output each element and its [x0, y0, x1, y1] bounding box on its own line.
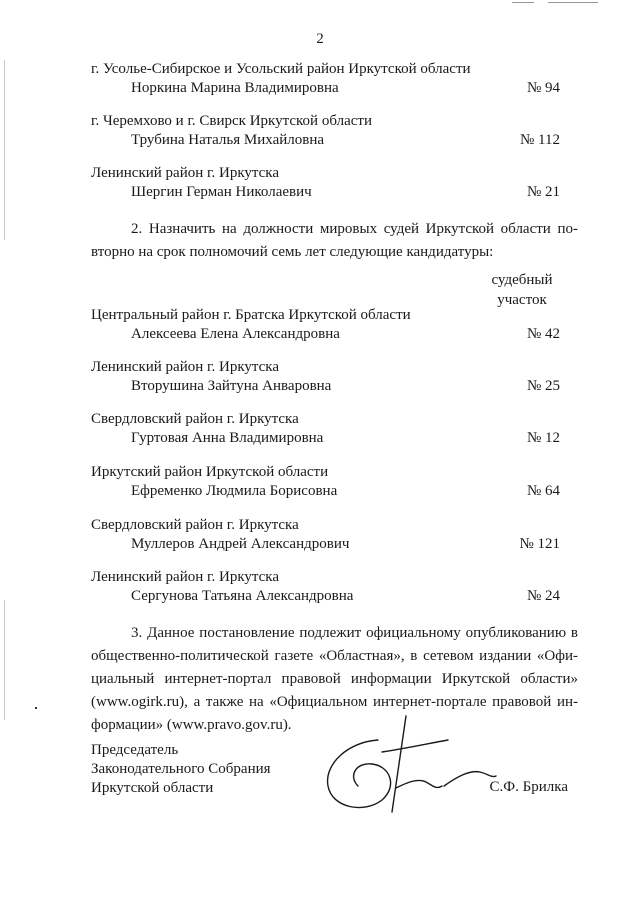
chair-line: Иркутской области [91, 780, 214, 796]
column-header-line: участок [497, 292, 547, 308]
paragraph-line: 2. Назначить на должности мировых судей Иркутской области по- [131, 221, 578, 237]
entry-person: Алексеева Елена Александровна [131, 326, 340, 342]
paragraph-2 [91, 218, 578, 264]
entry-district: Ленинский район г. Иркутска [91, 165, 280, 181]
entry-number: № 121 [519, 536, 560, 552]
paragraph-line: (www.ogirk.ru), а также на «Официальном интернет-портале правовой ин- [91, 694, 578, 710]
paragraph-line: 3. Данное постановление подлежит официальному опубликованию в [131, 625, 578, 641]
entry-district: г. Усолье-Сибирское и Усольский район Иркутской области [91, 61, 471, 77]
chair-line: Председатель [91, 742, 179, 758]
paragraph-line: циальный интернет-портал правовой информации Иркутской области» [91, 671, 578, 687]
entry-district: Свердловский район г. Иркутска [91, 411, 299, 427]
entry-district: Свердловский район г. Иркутска [91, 517, 299, 533]
handwritten-signature [318, 712, 498, 827]
entry-person: Гуртовая Анна Владимировна [131, 430, 324, 446]
entry-person: Трубина Наталья Михайловна [131, 132, 325, 148]
page-number: 2 [316, 31, 324, 47]
entry-number: № 25 [526, 378, 560, 394]
chair-line: Законодательного Собрания [91, 761, 271, 777]
entry-number: № 94 [526, 80, 560, 96]
chair-title [91, 741, 271, 798]
entry-person: Вторушина Зайтуна Анваровна [131, 378, 332, 394]
entry-district: Ленинский район г. Иркутска [91, 359, 280, 375]
scan-mark [548, 2, 598, 3]
entry-number: № 12 [526, 430, 560, 446]
scan-mark [512, 2, 534, 3]
column-header-line: судебный [491, 272, 553, 288]
paragraph-line: формации» (www.pravo.gov.ru). [91, 717, 292, 733]
entry-person: Шергин Герман Николаевич [131, 184, 312, 200]
entry-district: Иркутский район Иркутской области [91, 464, 329, 480]
entry-person: Сергунова Татьяна Александровна [131, 588, 354, 604]
entry-district: Центральный район г. Братска Иркутской области [91, 307, 411, 323]
entry-person: Муллеров Андрей Александрович [131, 536, 350, 552]
entry-number: № 24 [526, 588, 560, 604]
entry-person: Ефременко Людмила Борисовна [131, 483, 338, 499]
scan-edge [4, 60, 5, 240]
entry-district: Ленинский район г. Иркутска [91, 569, 280, 585]
paragraph-line: вторно на срок полномочий семь лет следующие кандидатуры: [91, 244, 494, 260]
entry-number: № 64 [526, 483, 560, 499]
entry-person: Норкина Марина Владимировна [131, 80, 339, 96]
entry-district: г. Черемхово и г. Свирск Иркутской области [91, 113, 372, 129]
entry-number: № 21 [526, 184, 560, 200]
entry-number: № 112 [519, 132, 560, 148]
column-header [482, 270, 562, 310]
signer-name: С.Ф. Брилка [489, 779, 568, 795]
entry-number: № 42 [526, 326, 560, 342]
paragraph-line: общественно-политической газете «Областная», в сетевом издании «Офи- [91, 648, 578, 664]
scan-edge [4, 600, 5, 720]
stray-mark [35, 707, 37, 709]
